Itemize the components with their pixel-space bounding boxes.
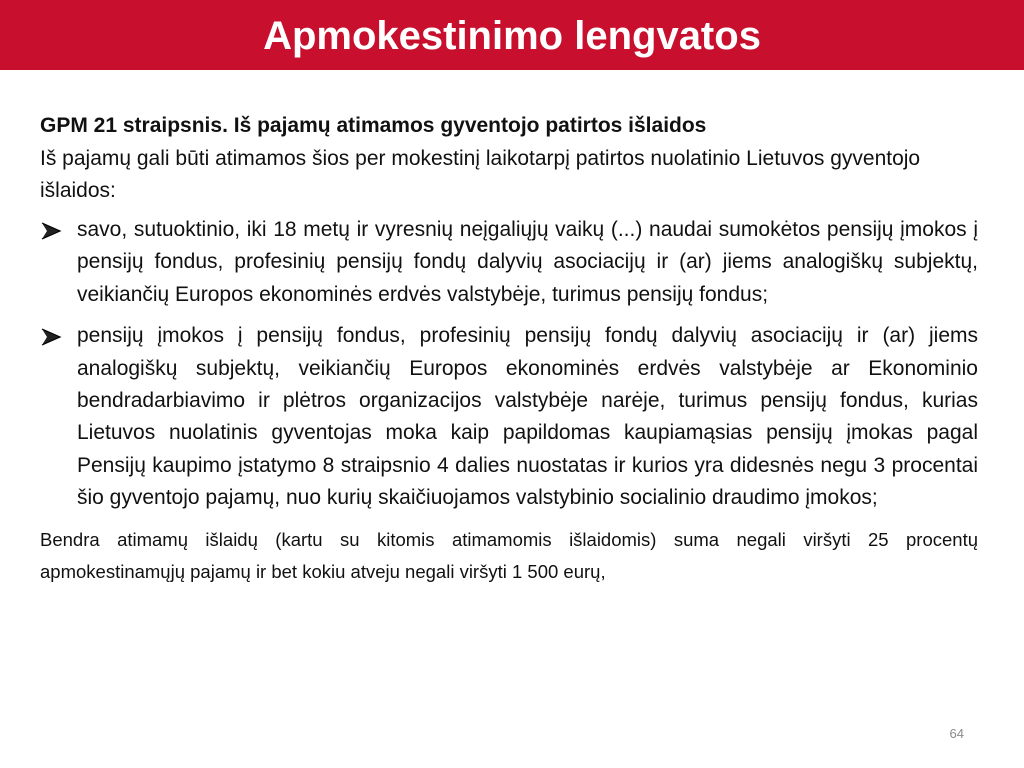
bullet-item [40,214,978,311]
arrow-bullet-icon [40,327,62,347]
intro-paragraph: Iš pajamų gali būti atimamos šios per mokestinį laikotarpį patirtos nuolatinio Lietuvos gyventojo išlaidos: [40,147,921,202]
section-heading: GPM 21 straipsnis. Iš pajamų atimamos gyventojo patirtos išlaidos [40,114,707,137]
slide-title: Apmokestinimo lengvatos [263,14,761,58]
bullet-text: savo, sutuoktinio, iki 18 metų ir vyresnių neįgaliųjų vaikų (...) naudai sumokėtos pensijų įmokos į pensijų fondus, profesinių pensijų fondų dalyvių asociacijų ir (ar) jiems analogiškų subjektų, veikiančių Europos ekonominės erdvės valstybėje, turimus pensijų fondus; [77,218,978,306]
page-number: 64 [949,726,964,741]
arrow-bullet-icon [40,221,62,241]
bullet-item [40,320,978,514]
slide-content [40,109,978,588]
closing-paragraph: Bendra atimamų išlaidų (kartu su kitomis atimamomis išlaidomis) suma negali viršyti 25 procentų apmokestinamųjų pajamų ir bet kokiu atveju negali viršyti 1 500 eurų, [40,528,978,582]
bullet-list [40,214,978,515]
bullet-text: pensijų įmokos į pensijų fondus, profesinių pensijų fondų dalyvių asociacijų ir (ar) jiems analogiškų subjektų, veikiančių Europos ekonominės erdvės valstybėje ar Ekonominio bendradarbiavimo ir plėtros organizacijos valstybėje narėje, turimus pensijų fondus, kurias Lietuvos nuolatinis gyventojas moka kaip papildomas kaupiamąsias pensijų įmokas pagal Pensijų kaupimo įstatymo 8 straipsnio 4 dalies nuostatas ir kurios yra didesnės negu 3 procentai šio gyventojo pajamų, nuo kurių skaičiuojamos valstybinio socialinio draudimo įmokos; [77,324,978,510]
